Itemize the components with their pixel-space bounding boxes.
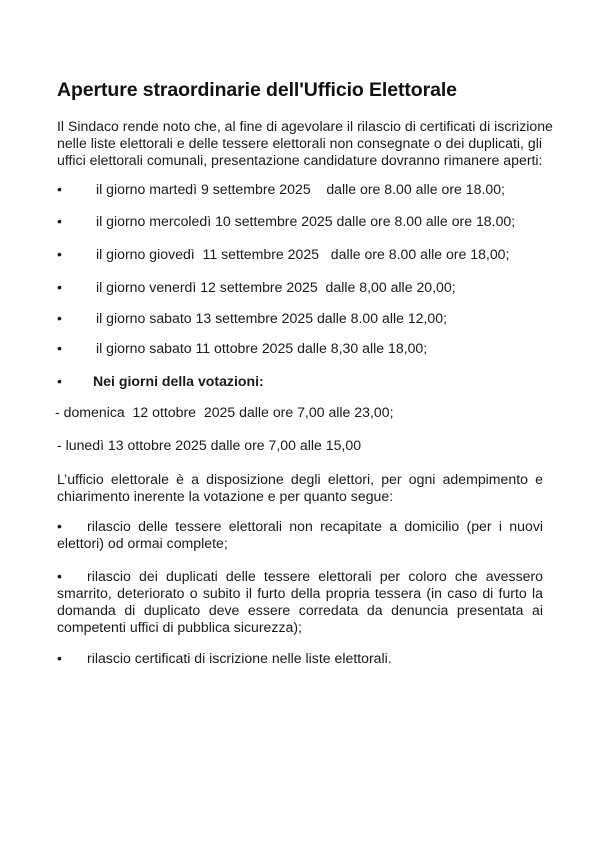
bullet-icon: • xyxy=(57,279,62,295)
bullet-icon: • xyxy=(57,568,62,584)
service-line xyxy=(57,518,543,535)
bullet-icon: • xyxy=(57,340,62,356)
schedule-text: il giorno martedì 9 settembre 2025 dalle ore 8.00 alle ore 18.00; xyxy=(96,181,505,197)
bullet-icon: • xyxy=(57,246,62,262)
service-line: competenti uffici di pubblica sicurezza); xyxy=(57,619,302,635)
service-item xyxy=(57,650,543,667)
intro-line: Il Sindaco rende noto che, al fine di agevolare il rilascio di certificati di iscrizione xyxy=(57,118,553,134)
schedule-text: il giorno mercoledì 10 settembre 2025 dalle ore 8.00 alle ore 18.00; xyxy=(96,213,516,229)
service-line: domanda di duplicato deve essere corredata da denuncia presentata ai xyxy=(57,602,543,618)
page-title: Aperture straordinarie dell'Ufficio Elettorale xyxy=(57,79,457,101)
office-line: L’ufficio elettorale è a disposizione degli elettori, per ogni adempimento e xyxy=(57,471,543,487)
voting-day: - lunedì 13 ottobre 2025 dalle ore 7,00 alle 15,00 xyxy=(57,437,362,453)
service-line xyxy=(57,568,543,585)
voting-heading-text: Nei giorni della votazioni: xyxy=(93,373,264,389)
bullet-icon: • xyxy=(57,310,62,326)
bullet-icon: • xyxy=(57,518,62,534)
service-item xyxy=(57,518,543,552)
service-text: rilascio delle tessere elettorali non recapitate a domicilio (per i nuovi xyxy=(87,518,543,534)
bullet-icon: • xyxy=(57,650,62,666)
service-text: rilascio certificati di iscrizione nelle liste elettorali. xyxy=(87,650,392,666)
intro-paragraph xyxy=(57,118,553,169)
schedule-text: il giorno sabato 11 ottobre 2025 dalle 8,30 alle 18,00; xyxy=(96,340,428,356)
service-line xyxy=(57,650,543,667)
office-paragraph xyxy=(57,471,543,505)
schedule-text: il giorno giovedì 11 settembre 2025 dalle ore 8.00 alle ore 18,00; xyxy=(96,246,510,262)
intro-line: uffici elettorali comunali, presentazione candidature dovranno rimanere aperti: xyxy=(57,152,543,168)
intro-line: nelle liste elettorali e delle tessere elettorali non consegnate o dei duplicati, gli xyxy=(57,135,542,151)
schedule-text: il giorno sabato 13 settembre 2025 dalle 8.00 alle 12,00; xyxy=(96,310,448,326)
schedule-text: il giorno venerdì 12 settembre 2025 dalle 8,00 alle 20,00; xyxy=(96,279,456,295)
service-line: elettori) od ormai complete; xyxy=(57,535,228,551)
service-text: rilascio dei duplicati delle tessere elettorali per coloro che avessero xyxy=(87,568,543,584)
bullet-icon: • xyxy=(57,373,62,389)
bullet-icon: • xyxy=(57,213,62,229)
voting-day: - domenica 12 ottobre 2025 dalle ore 7,00 alle 23,00; xyxy=(55,404,394,420)
service-line: smarrito, deteriorato o subito il furto della propria tessera (in caso di furto la xyxy=(57,585,543,601)
service-item xyxy=(57,568,543,636)
bullet-icon: • xyxy=(57,181,62,197)
office-line: chiarimento inerente la votazione e per quanto segue: xyxy=(57,488,394,504)
